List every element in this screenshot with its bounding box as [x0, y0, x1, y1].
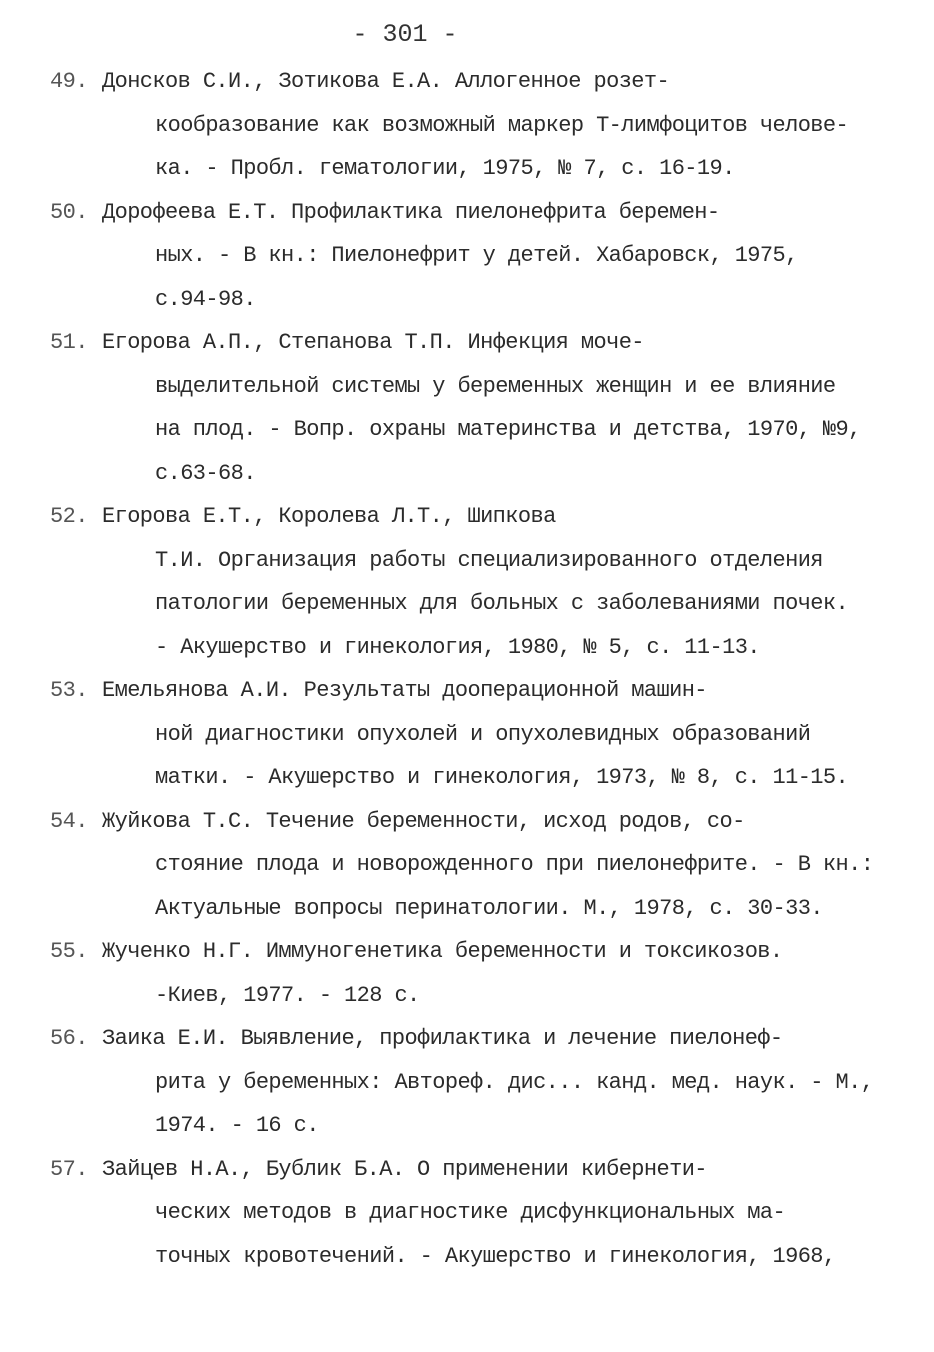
entry-text: Заика Е.И. Выявление, профилактика и лечение пиелонеф- [102, 1026, 783, 1051]
entry-text: ка. - Пробл. гематологии, 1975, № 7, с. 16-19. [155, 156, 735, 181]
entry-continuation-line [50, 756, 900, 800]
entry-text: с.63-68. [155, 460, 256, 486]
bibliography-entry [50, 191, 900, 322]
entry-first-line [50, 495, 900, 539]
entry-text: ческих методов в диагностике дисфункциональных ма- [155, 1200, 786, 1225]
bibliography-entry [50, 800, 900, 931]
entry-text: кообразование как возможный маркер Т-лимфоцитов челове- [155, 112, 849, 138]
bibliography-entry [50, 1017, 900, 1148]
entry-text: рита у беременных: Автореф. дис... канд. мед. наук. - М., [155, 1069, 874, 1095]
entry-first-line [50, 800, 900, 844]
entry-continuation-line [50, 365, 900, 409]
entry-text: ных. - В кн.: Пиелонефрит у детей. Хабаровск, 1975, [155, 243, 798, 268]
entry-continuation-line [50, 713, 900, 757]
entry-number: 56. [50, 1026, 88, 1051]
entry-continuation-line [50, 887, 900, 931]
bibliography-list [50, 60, 900, 1278]
entry-first-line [50, 191, 900, 235]
page-number: - 301 - [352, 20, 458, 49]
entry-number: 51. [50, 330, 88, 355]
entry-number: 50. [50, 199, 88, 225]
entry-text: на плод. - Вопр. охраны материнства и детства, 1970, №9, [155, 417, 861, 442]
entry-number: 53. [50, 678, 88, 703]
entry-text: матки. - Акушерство и гинекология, 1973, № 8, с. 11-15. [155, 765, 849, 790]
bibliography-entry [50, 60, 900, 191]
entry-first-line [50, 669, 900, 713]
bibliography-entry [50, 321, 900, 495]
entry-text: стояние плода и новорожденного при пиелонефрите. - В кн.: [155, 852, 874, 877]
entry-text: Егорова А.П., Степанова Т.П. Инфекция моче- [102, 330, 644, 355]
entry-first-line [50, 930, 900, 974]
entry-text: - Акушерство и гинекология, 1980, № 5, с. 11-13. [155, 634, 760, 660]
entry-first-line [50, 1017, 900, 1061]
entry-number: 49. [50, 69, 88, 94]
entry-continuation-line [50, 278, 900, 322]
entry-continuation-line [50, 408, 900, 452]
entry-text: точных кровотечений. - Акушерство и гинекология, 1968, [155, 1243, 836, 1269]
entry-text: Дорофеева Е.Т. Профилактика пиелонефрита беремен- [102, 199, 720, 225]
entry-number: 52. [50, 504, 88, 529]
entry-text: Егорова Е.Т., Королева Л.Т., Шипкова [102, 504, 556, 529]
entry-text: Т.И. Организация работы специализированного отделения [155, 547, 823, 573]
bibliography-entry [50, 930, 900, 1017]
entry-continuation-line [50, 234, 900, 278]
entry-first-line [50, 60, 900, 104]
entry-text: с.94-98. [155, 286, 256, 312]
entry-text: патологии беременных для больных с заболеваниями почек. [155, 591, 849, 616]
bibliography-entry [50, 669, 900, 800]
entry-number: 54. [50, 808, 88, 834]
entry-text: 1974. - 16 с. [155, 1113, 319, 1138]
bibliography-entry [50, 495, 900, 669]
entry-number: 55. [50, 939, 88, 964]
entry-text: Зайцев Н.А., Бублик Б.А. О применении кибернети- [102, 1156, 707, 1182]
entry-continuation-line [50, 1235, 900, 1279]
entry-text: выделительной системы у беременных женщин и ее влияние [155, 373, 836, 399]
entry-continuation-line [50, 582, 900, 626]
entry-text: ной диагностики опухолей и опухолевидных образований [155, 721, 811, 747]
entry-continuation-line [50, 1191, 900, 1235]
entry-text: Донсков С.И., Зотикова Е.А. Аллогенное розет- [102, 69, 670, 94]
entry-continuation-line [50, 626, 900, 670]
entry-continuation-line [50, 539, 900, 583]
entry-text: Актуальные вопросы перинатологии. М., 1978, с. 30-33. [155, 895, 823, 921]
entry-text: -Киев, 1977. - 128 с. [155, 982, 420, 1008]
entry-continuation-line [50, 104, 900, 148]
entry-first-line [50, 1148, 900, 1192]
entry-text: Жуйкова Т.С. Течение беременности, исход родов, со- [102, 808, 745, 834]
entry-continuation-line [50, 147, 900, 191]
entry-continuation-line [50, 843, 900, 887]
bibliography-entry [50, 1148, 900, 1279]
entry-continuation-line [50, 974, 900, 1018]
entry-continuation-line [50, 1104, 900, 1148]
entry-continuation-line [50, 452, 900, 496]
entry-number: 57. [50, 1156, 88, 1182]
entry-continuation-line [50, 1061, 900, 1105]
entry-first-line [50, 321, 900, 365]
entry-text: Емельянова А.И. Результаты дооперационной машин- [102, 678, 707, 703]
entry-text: Жученко Н.Г. Иммуногенетика беременности и токсикозов. [102, 939, 783, 964]
